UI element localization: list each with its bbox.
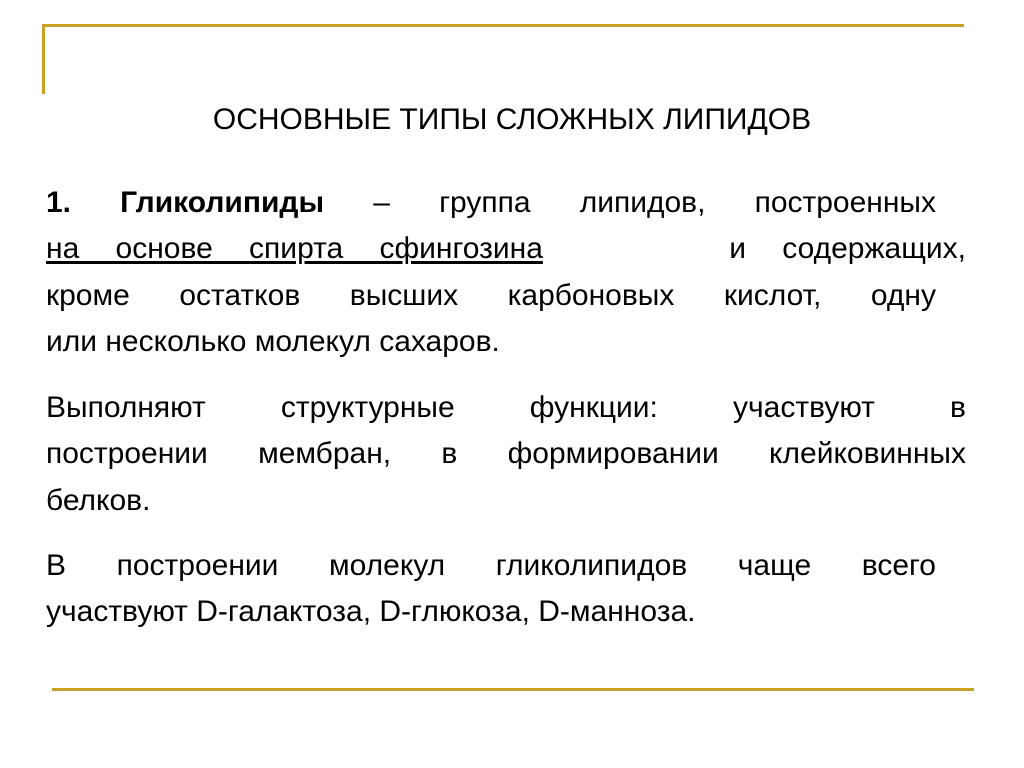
p2-line-3: белков.: [46, 484, 151, 517]
sphingosine-phrase: [46, 232, 693, 265]
p1-line-3: кроме остатков высших карбоновых кислот, одну: [46, 279, 936, 312]
sphingosine-phrase-text: на основе спирта сфингозина: [46, 232, 543, 265]
p1-line-1-text: – группа липидов, построенных: [373, 186, 936, 219]
p2-line-1: Выполняют структурные функции: участвуют в: [46, 391, 966, 424]
frame-bottom-line: [52, 688, 974, 691]
p2-line-2: построении мембран, в формировании клейковинных: [46, 437, 966, 470]
slide-title: ОСНОВНЫЕ ТИПЫ СЛОЖНЫХ ЛИПИДОВ: [212, 103, 812, 136]
glycolipids-term: 1. Гликолипиды: [46, 186, 325, 219]
p3-line-1: В построении молекул гликолипидов чаще всего: [46, 549, 936, 582]
p1-line-2-text: и содержащих,: [729, 232, 966, 265]
p1-line-4: или несколько молекул сахаров.: [46, 325, 500, 358]
p1-line-1: [46, 183, 936, 223]
p3-line-2: участвуют D-галактоза, D-глюкоза, D-манноза.: [46, 595, 696, 628]
frame-top-line: [42, 24, 964, 27]
p1-line-2: [46, 229, 966, 269]
frame-left-line: [42, 24, 45, 94]
